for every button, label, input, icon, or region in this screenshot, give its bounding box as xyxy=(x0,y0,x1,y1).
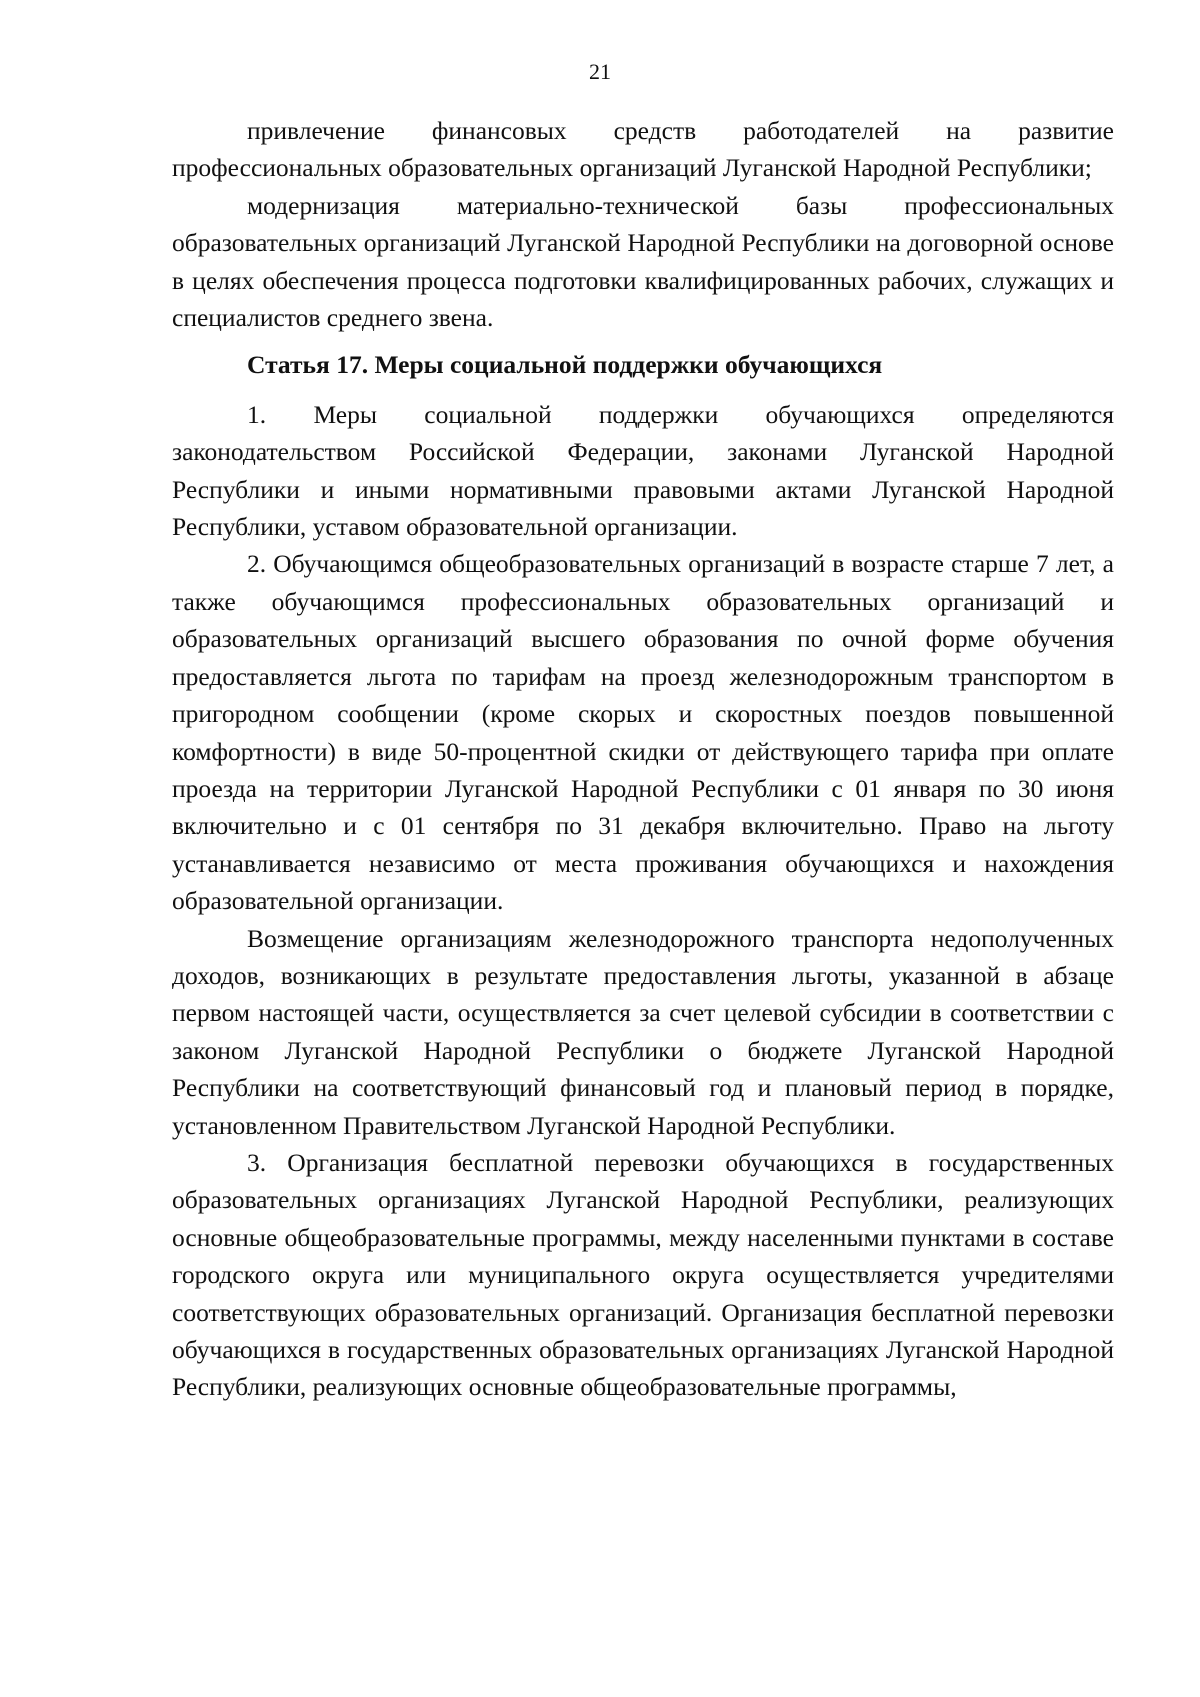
article-paragraph-3: 3. Организация бесплатной перевозки обучающихся в государственных образовательных организациях Луганской Народной Республики, реализующих основные общеобразовательные программы, между населенными пунктами в составе городского округа или муниципального округа осуществляется учредителями соответствующих образовательных организаций. Организация бесплатной перевозки обучающихся в государственных образовательных организациях Луганской Народной Республики, реализующих основные общеобразовательные программы, xyxy=(172,1147,1114,1402)
paragraph-employer-funds: привлечение финансовых средств работодателей на развитие профессиональных образовательных организаций Луганской Народной Республики; xyxy=(172,116,1114,183)
article-heading: Статья 17. Меры социальной поддержки обучающихся xyxy=(247,350,883,380)
article-paragraph-2: 2. Обучающимся общеобразовательных организаций в возрасте старше 7 лет, а также обучающимся профессиональных образовательных организаций и образовательных организаций высшего образования по очной форме обучения предоставляется льгота по тарифам на проезд железнодорожным транспортом в пригородном сообщении (кроме скорых и скоростных поездов повышенной комфортности) в виде 50-процентной скидки от действующего тарифа при оплате проезда на территории Луганской Народной Республики с 01 января по 30 июня включительно и с 01 сентября по 31 декабря включительно. Право на льготу устанавливается независимо от места проживания обучающихся и нахождения образовательной организации. xyxy=(172,549,1114,916)
document-body xyxy=(172,112,1114,1406)
article-paragraph-1: 1. Меры социальной поддержки обучающихся определяются законодательством Российской Федерации, законами Луганской Народной Республики и иными нормативными правовыми актами Луганской Народной Республики, уставом образовательной организации. xyxy=(172,399,1114,542)
article-paragraph-compensation: Возмещение организациям железнодорожного транспорта недополученных доходов, возникающих в результате предоставления льготы, указанной в абзаце первом настоящей части, осуществляется за счет целевой субсидии в соответствии с законом Луганской Народной Республики о бюджете Луганской Народной Республики на соответствующий финансовый год и плановый период в порядке, установленном Правительством Луганской Народной Республики. xyxy=(172,923,1114,1140)
paragraph-modernization: модернизация материально-технической базы профессиональных образовательных организаций Луганской Народной Республики на договорной основе в целях обеспечения процесса подготовки квалифицированных рабочих, служащих и специалистов среднего звена. xyxy=(172,190,1114,333)
page-number: 21 xyxy=(589,59,611,84)
